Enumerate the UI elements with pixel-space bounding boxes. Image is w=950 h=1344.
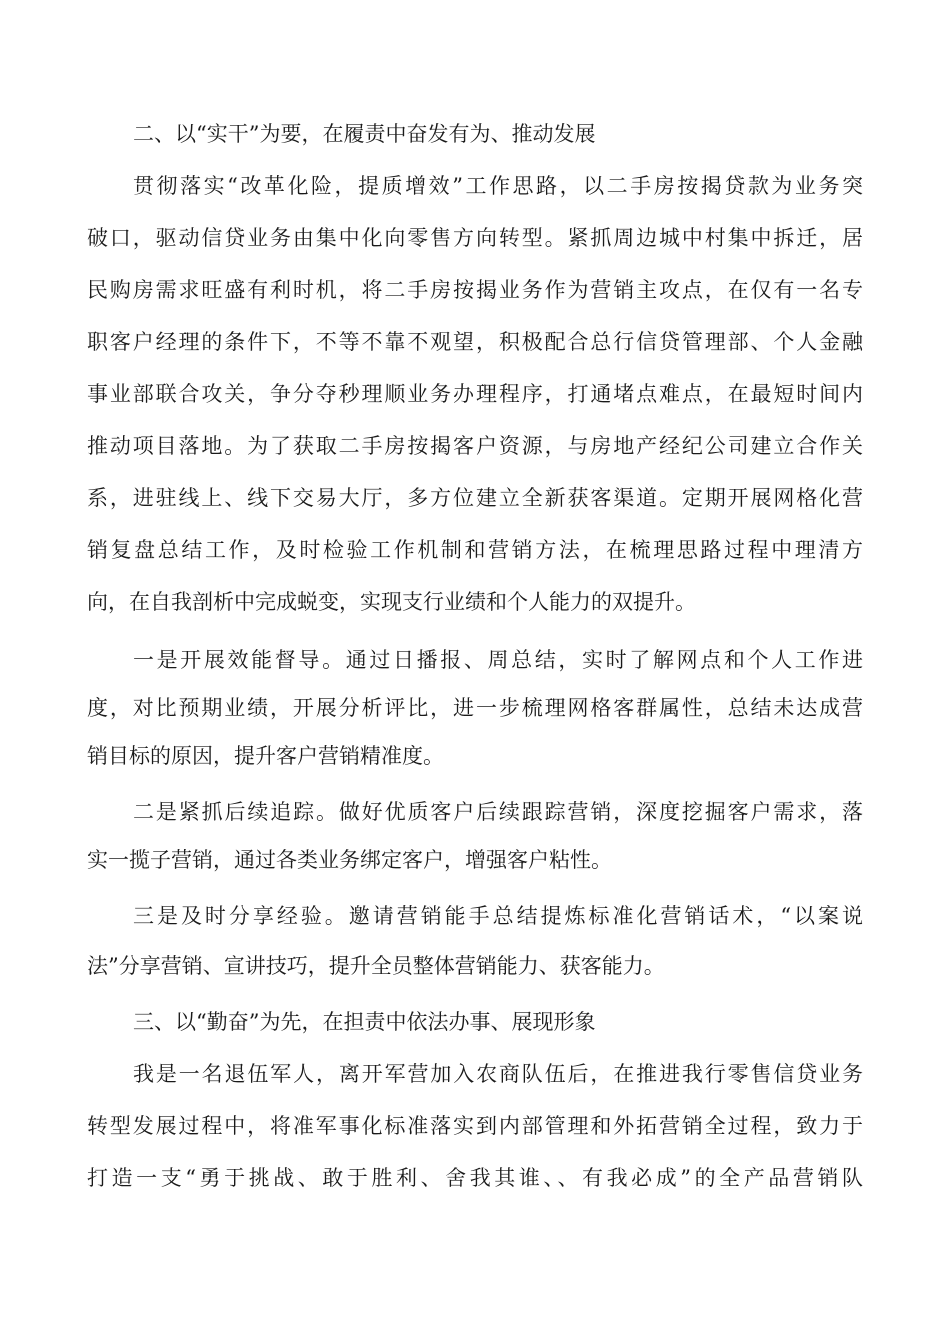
text-line: 三是及时分享经验。邀请营销能手总结提炼标准化营销话术，“以案说 <box>133 904 863 928</box>
text-line: 打造一支“勇于挑战、敢于胜利、舍我其谁、、有我必成”的全产品营销队 <box>87 1166 863 1190</box>
text-line: 实一揽子营销，通过各类业务绑定客户，增强客户粘性。 <box>87 848 612 872</box>
text-line: 系，进驻线上、线下交易大厅，多方位建立全新获客渠道。定期开展网格化营 <box>87 486 863 510</box>
text-line: 销目标的原因，提升客户营销精准度。 <box>87 744 444 768</box>
text-line: 破口，驱动信贷业务由集中化向零售方向转型。紧抓周边城中村集中拆迁，居 <box>87 226 863 250</box>
text-line: 销复盘总结工作，及时检验工作机制和营销方法，在梳理思路过程中理清方 <box>87 538 863 562</box>
text-line: 民购房需求旺盛有利时机，将二手房按揭业务作为营销主攻点，在仅有一名专 <box>87 278 863 302</box>
text-line: 事业部联合攻关，争分夺秒理顺业务办理程序，打通堵点难点，在最短时间内 <box>87 382 863 406</box>
text-line: 贯彻落实“改革化险，提质增效”工作思路，以二手房按揭贷款为业务突 <box>133 174 863 198</box>
text-line: 法”分享营销、宣讲技巧，提升全员整体营销能力、获客能力。 <box>87 954 665 978</box>
text-line: 二、以“实干”为要，在履责中奋发有为、推动发展 <box>133 122 596 146</box>
text-line: 我是一名退伍军人，离开军营加入农商队伍后，在推进我行零售信贷业务 <box>133 1062 863 1086</box>
text-line: 度，对比预期业绩，开展分析评比，进一步梳理网格客群属性，总结未达成营 <box>87 696 863 720</box>
text-line: 向，在自我剖析中完成蜕变，实现支行业绩和个人能力的双提升。 <box>87 590 696 614</box>
text-line: 三、以“勤奋”为先，在担责中依法办事、展现形象 <box>133 1010 596 1034</box>
text-line: 一是开展效能督导。通过日播报、周总结，实时了解网点和个人工作进 <box>133 648 863 672</box>
text-line: 职客户经理的条件下，不等不靠不观望，积极配合总行信贷管理部、个人金融 <box>87 330 863 354</box>
text-line: 转型发展过程中，将准军事化标准落实到内部管理和外拓营销全过程，致力于 <box>87 1114 863 1138</box>
text-line: 二是紧抓后续追踪。做好优质客户后续跟踪营销，深度挖掘客户需求，落 <box>133 800 863 824</box>
text-line: 推动项目落地。为了获取二手房按揭客户资源，与房地产经纪公司建立合作关 <box>87 434 863 458</box>
